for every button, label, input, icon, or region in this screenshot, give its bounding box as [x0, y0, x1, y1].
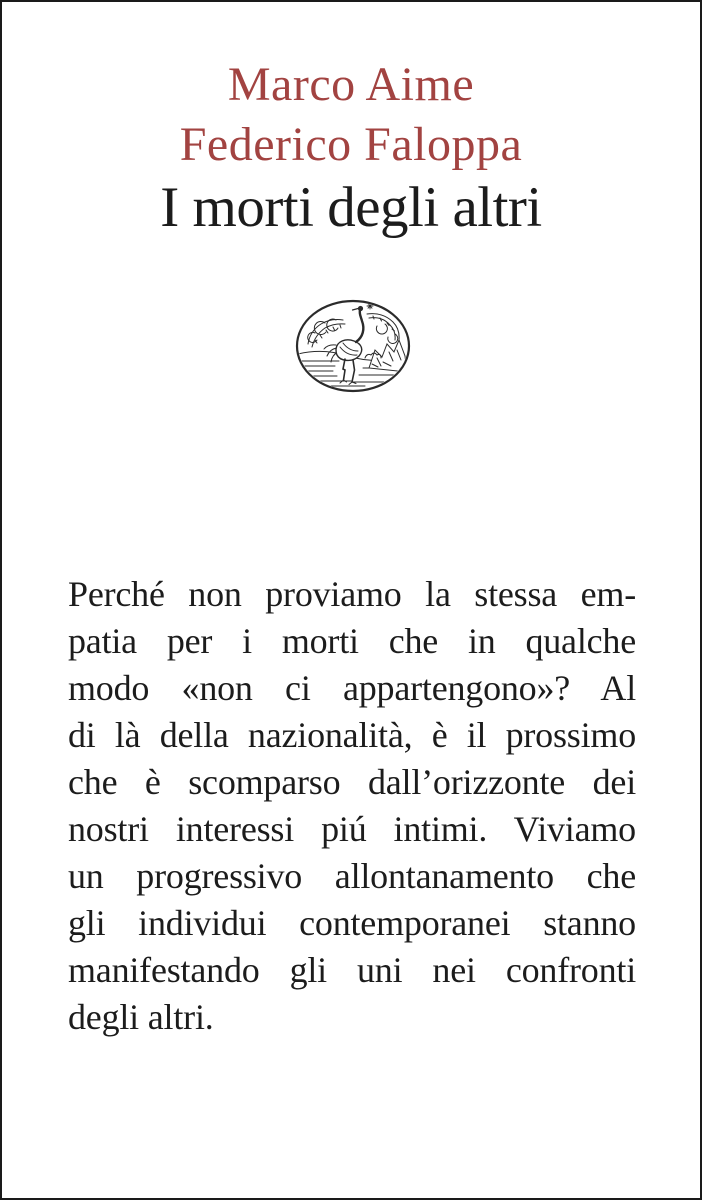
blurb-line: modo «non ci appartengono»? Al: [68, 668, 636, 708]
blurb-line: nostri interessi piú intimi. Viviamo: [68, 809, 636, 849]
publisher-emblem: [293, 298, 413, 396]
blurb-line: manifestando gli uni nei confronti: [68, 950, 636, 990]
back-blurb: [68, 571, 636, 1041]
ostrich-icon: [293, 298, 413, 396]
blurb-line: un progressivo allontanamento che: [68, 856, 636, 896]
blurb-line: Perché non proviamo la stessa em-: [68, 574, 636, 614]
book-title: I morti degli altri: [160, 176, 542, 239]
author-line-2: Federico Faloppa: [179, 118, 523, 171]
blurb-line: di là della nazionalità, è il prossimo: [68, 715, 636, 755]
blurb-line: patia per i morti che in qualche: [68, 621, 636, 661]
blurb-line: gli individui contemporanei stanno: [68, 903, 636, 943]
blurb-line: che è scomparso dall’orizzonte dei: [68, 762, 636, 802]
author-names: [2, 55, 700, 175]
author-line-1: Marco Aime: [227, 58, 475, 111]
blurb-line: degli altri.: [68, 997, 214, 1037]
